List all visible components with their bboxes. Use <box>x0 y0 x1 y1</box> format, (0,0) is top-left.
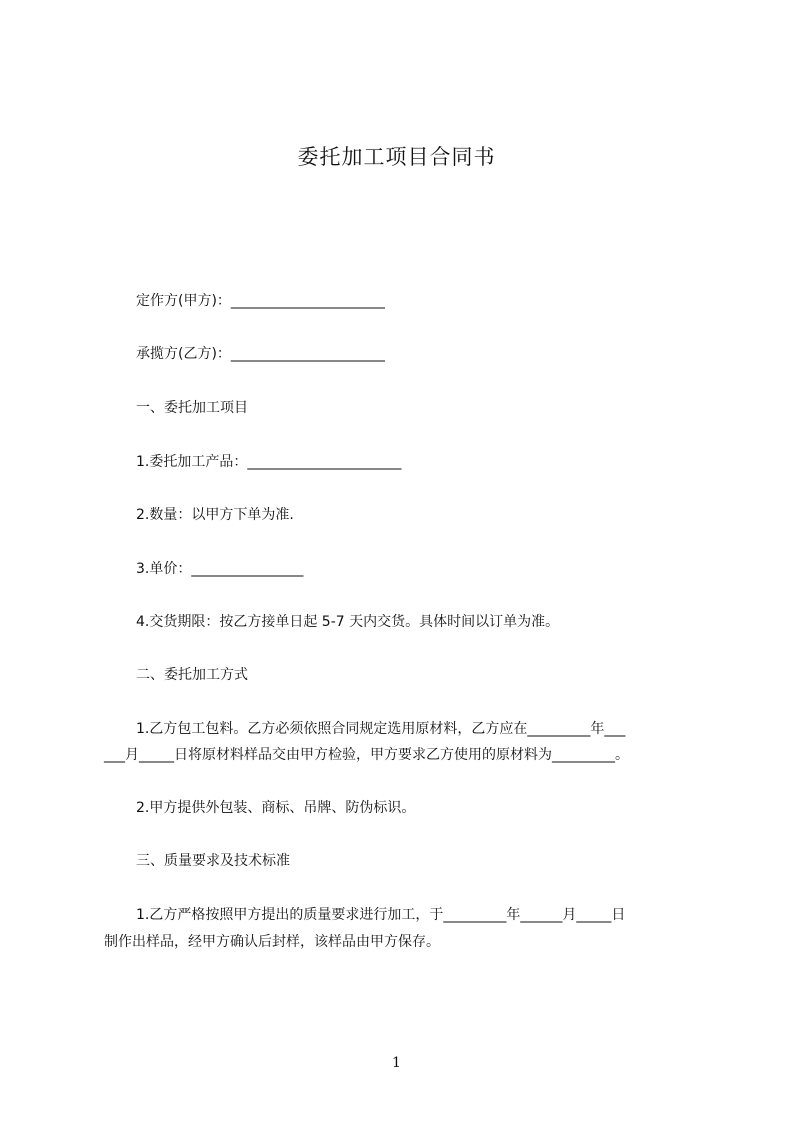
clause-2-2-line: 2.甲方提供外包装、商标、吊牌、防伪标识。 <box>136 800 416 816</box>
clause-2-1-line-1: 1.乙方包工包料。乙方必须依照合同规定选用原材料，乙方应在_________年___ <box>136 721 626 737</box>
clause-3-1-line-2: 制作出样品，经甲方确认后封样，该样品由甲方保存。 <box>104 934 440 950</box>
clause-2-1-line-2: ___月_____日将原材料样品交由甲方检验，甲方要求乙方使用的原材料为_________。 <box>104 747 629 763</box>
delivery-line: 4.交货期限：按乙方接单日起 5-7 天内交货。具体时间以订单为准。 <box>136 614 560 630</box>
clause-3-1-line-1: 1.乙方严格按照甲方提出的质量要求进行加工，于_________年______月_____日 <box>136 907 626 923</box>
party-b-line: 承揽方(乙方)：______________________ <box>136 346 385 362</box>
section-2-heading: 二、委托加工方式 <box>136 667 248 683</box>
unit-price-line: 3.单价：________________ <box>136 561 304 577</box>
section-1-heading: 一、委托加工项目 <box>136 400 248 416</box>
product-line: 1.委托加工产品：______________________ <box>136 454 402 470</box>
quantity-line: 2.数量：以甲方下单为准. <box>136 507 294 523</box>
party-a-line: 定作方(甲方)：______________________ <box>136 293 385 309</box>
page-number: 1 <box>392 1055 401 1071</box>
document-title: 委托加工项目合同书 <box>297 145 496 169</box>
section-3-heading: 三、质量要求及技术标准 <box>136 853 290 869</box>
